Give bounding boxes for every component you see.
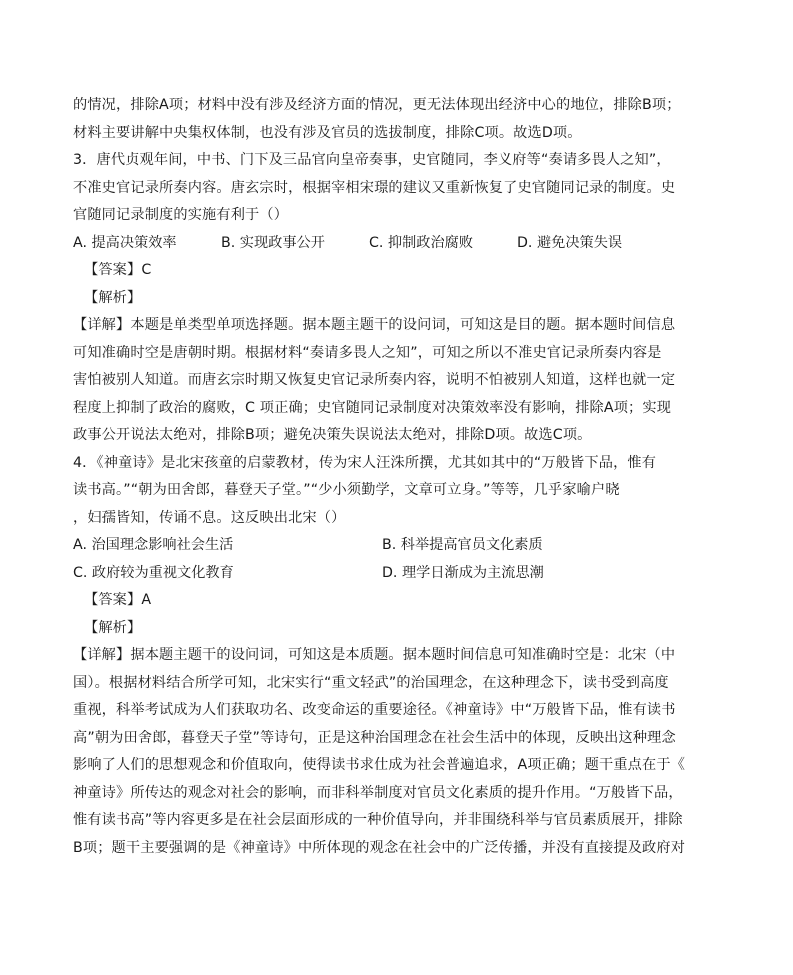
q3-detail-line-1: 【详解】本题是单类型单项选择题。据本题主题干的设问词，可知这是目的题。据本题时间信息 (73, 317, 676, 333)
q3-option-c: C. 抑制政治腐败 (369, 234, 474, 251)
prev-analysis-line-2: 材料主要讲解中央集权体制，也没有涉及官员的选拔制度，排除C项。故选D项。 (73, 124, 582, 141)
q4-option-c: C. 政府较为重视文化教育 (73, 564, 234, 581)
q4-detail-line-3: 重视，科举考试成为人们获取功名、改变命运的重要途径。《神童诗》中“万般皆下品，惟有读书 (73, 702, 676, 718)
q3-detail-line-4: 程度上抑制了政治的腐败，C 项正确；史官随同记录制度对决策效率没有影响，排除A项；实现 (73, 399, 672, 416)
q4-option-b: B. 科举提高官员文化素质 (382, 537, 543, 553)
q3-detail-line-5: 政事公开说法太绝对，排除B项；避免决策失误说法太绝对，排除D项。故选C项。 (73, 427, 592, 443)
q3-option-d: D. 避免决策失误 (517, 234, 623, 251)
prev-analysis-line-1: 的情况，排除A项；材料中没有涉及经济方面的情况，更无法体现出经济中心的地位，排除B项； (73, 97, 681, 113)
q4-detail-line-8: B项；题干主要强调的是《神童诗》中所体现的观念在社会中的广泛传播，并没有直接提及政府对 (73, 839, 686, 856)
q4-detail-line-1: 【详解】据本题主题干的设问词，可知这是本质题。据本题时间信息可知准确时空是：北宋（中 (73, 647, 676, 663)
q3-detail-line-3: 害怕被别人知道。而唐玄宗时期又恢复史官记录所奏内容，说明不怕被别人知道，这样也就一定 (73, 372, 676, 388)
q3-option-b: B. 实现政事公开 (221, 234, 325, 251)
q4-detail-line-5: 影响了人们的思想观念和价值取向，使得读书求仕成为社会普遍追求，A项正确；题干重点在于《 (73, 757, 686, 773)
q3-detail-line-2: 可知准确时空是唐朝时期。根据材料“奏请多畏人之知”，可知之所以不准史官记录所奏内容是 (73, 344, 662, 361)
q3-options (73, 230, 733, 258)
q3-option-a: A. 提高决策效率 (73, 234, 177, 251)
q4-detail-line-2: 国）。根据材料结合所学可知，北宋实行“重文轻武”的治国理念，在这种理念下，读书受到高度 (73, 674, 669, 691)
q4-detail-line-6: 神童诗》所传达的观念对社会的影响，而非科举制度对官员文化素质的提升作用。“万般皆下品， (73, 784, 683, 801)
q3-stem-line-3: 官随同记录制度的实施有利于（） (73, 207, 289, 223)
document-page (73, 92, 733, 862)
q4-options-row-2 (73, 560, 733, 588)
q4-option-a: A. 治国理念影响社会生活 (73, 537, 234, 553)
q4-options-row-1 (73, 532, 733, 560)
q4-stem-line-3: ，妇孺皆知，传诵不息。这反映出北宋（） (73, 509, 346, 526)
q4-stem-line-1: 4．《神童诗》是北宋孩童的启蒙教材，传为宋人汪洙所撰，尤其如其中的“万般皆下品，惟有 (73, 454, 657, 471)
q4-stem-line-2: 读书高。”“朝为田舍郎，暮登天子堂。”“少小须勤学，文章可立身。”等等，几乎家喻户晓 (73, 482, 620, 498)
q4-detail-line-4: 高”朝为田舍郎，暮登天子堂”等诗句，正是这种治国理念在社会生活中的体现，反映出这种理念 (73, 729, 676, 746)
q4-detail-line-7: 惟有读书高”等内容更多是在社会层面形成的一种价值导向，并非围绕科举与官员素质展开，排除 (73, 812, 683, 828)
q3-analysis-label: 【解析】 (84, 289, 142, 306)
q3-answer: 【答案】C (84, 262, 152, 278)
q3-stem-line-2: 不准史官记录所奏内容。唐玄宗时，根据宰相宋璟的建议又重新恢复了史官随同记录的制度。史 (73, 179, 676, 196)
q4-option-d: D. 理学日渐成为主流思潮 (382, 564, 544, 581)
q3-stem-line-1: 3．唐代贞观年间，中书、门下及三品官向皇帝奏事，史官随同，李义府等“奏请多畏人之知”， (73, 152, 671, 168)
q4-analysis-label: 【解析】 (84, 619, 142, 636)
q4-answer: 【答案】A (84, 592, 152, 608)
